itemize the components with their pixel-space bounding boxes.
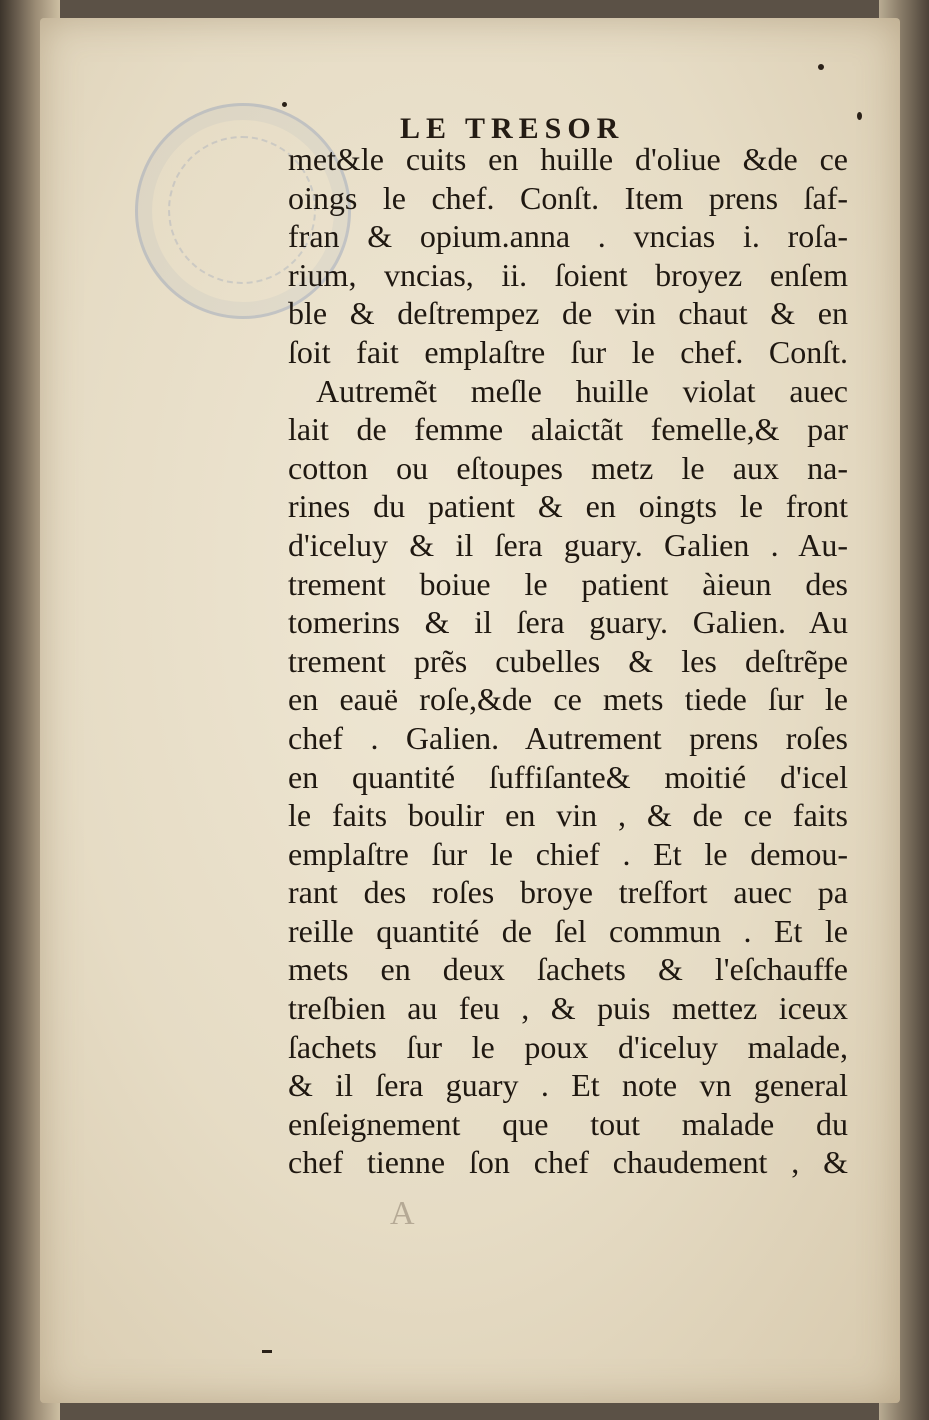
text-line: rium, vncias, ii. ſoient broyez enſem xyxy=(288,256,848,293)
text-line: met&le cuits en huille d'oliue &de ce xyxy=(288,141,848,177)
text-line: en eauë roſe,&de ce mets tiede ſur le xyxy=(288,681,848,718)
ink-mark xyxy=(262,1350,272,1353)
text-line: rines du patient & en oingts le front xyxy=(288,488,848,525)
text-line: le faits boulir en vin , & de ce faits xyxy=(288,797,848,834)
ink-dot xyxy=(857,112,862,120)
text-line: mets en deux ſachets & l'eſchauffe xyxy=(288,951,848,988)
text-line: treſbien au feu , & puis mettez iceux xyxy=(288,990,848,1027)
text-line: oings le chef. Conſt. Item prens ſaf- xyxy=(288,179,848,216)
text-line: Autremẽt meſle huille violat auec xyxy=(316,372,848,409)
text-line: trement boiue le patient àieun des xyxy=(288,565,848,602)
text-line: enſeignement que tout malade du xyxy=(288,1105,848,1142)
text-line: ſachets ſur le poux d'iceluy malade, xyxy=(288,1028,848,1065)
text-line: & il ſera guary . Et note vn general xyxy=(288,1067,848,1104)
text-line: rant des roſes broye treſfort auec pa xyxy=(288,874,848,911)
ink-dot xyxy=(818,64,824,70)
text-line: trement prẽs cubelles & les deſtrẽpe xyxy=(288,642,848,679)
text-line: en quantité ſuffiſante& moitié d'icel xyxy=(288,758,848,795)
text-line: reille quantité de ſel commun . Et le xyxy=(288,912,848,949)
ink-dot xyxy=(282,102,287,107)
text-line: chef tienne ſon chef chaudement , & xyxy=(288,1144,848,1181)
text-line: emplaſtre ſur le chief . Et le demou- xyxy=(288,835,848,872)
text-line: chef . Galien. Autrement prens roſes xyxy=(288,719,848,756)
running-head: LE TRESOR xyxy=(400,112,625,145)
text-line: fran & opium.anna . vncias i. roſa- xyxy=(288,218,848,255)
text-line: ſoit fait emplaſtre ſur le chef. Conſt. xyxy=(288,333,848,370)
body-text xyxy=(288,140,848,1182)
text-line: cotton ou eſtoupes metz le aux na- xyxy=(288,449,848,486)
signature-mark: A xyxy=(390,1195,415,1232)
text-line: ble & deſtrempez de vin chaut & en xyxy=(288,295,848,332)
text-line: tomerins & il ſera guary. Galien. Au xyxy=(288,604,848,641)
text-line: lait de femme alaictãt femelle,& par xyxy=(288,411,848,448)
text-line: d'iceluy & il ſera guary. Galien . Au- xyxy=(288,526,848,563)
